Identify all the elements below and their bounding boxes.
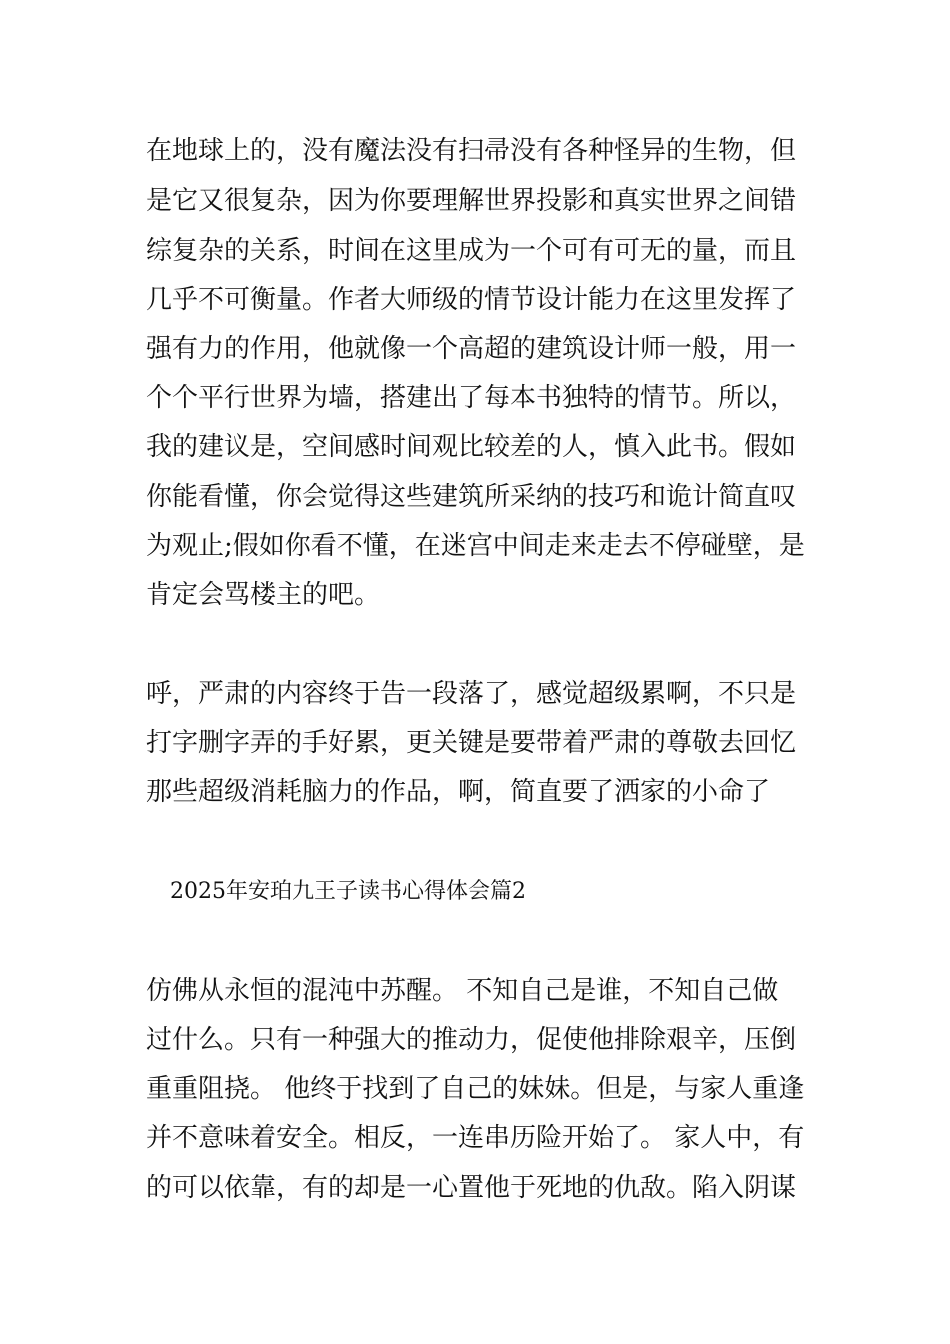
paragraph-line: 肯定会骂楼主的吧。 <box>146 580 381 610</box>
paragraph-line: 是它又很复杂，因为你要理解世界投影和真实世界之间错 <box>146 186 797 216</box>
paragraph-line: 你能看懂，你会觉得这些建筑所采纳的技巧和诡计简直叹 <box>146 482 797 512</box>
paragraph-line: 过什么。只有一种强大的推动力，促使他排除艰辛，压倒 <box>146 1025 797 1055</box>
paragraph-line: 那些超级消耗脑力的作品，啊，简直要了洒家的小命了 <box>146 777 771 807</box>
paragraph-line: 综复杂的关系，时间在这里成为一个可有可无的量，而且 <box>146 236 797 266</box>
paragraph-line: 在地球上的，没有魔法没有扫帚没有各种怪异的生物，但 <box>146 136 797 166</box>
paragraph-line: 重重阻挠。 他终于找到了自己的妹妹。但是，与家人重逢 <box>146 1074 805 1104</box>
paragraph-line: 为观止;假如你看不懂，在迷宫中间走来走去不停碰壁，是 <box>146 531 805 561</box>
paragraph-line: 我的建议是，空间感时间观比较差的人，慎入此书。假如 <box>146 432 797 462</box>
paragraph-line: 几乎不可衡量。作者大师级的情节设计能力在这里发挥了 <box>146 285 797 315</box>
paragraph-line: 打字删字弄的手好累，更关键是要带着严肃的尊敬去回忆 <box>146 728 797 758</box>
paragraph-line: 强有力的作用，他就像一个高超的建筑设计师一般，用一 <box>146 334 797 364</box>
paragraph-line: 并不意味着安全。相反，一连串历险开始了。 家人中，有 <box>146 1123 805 1153</box>
paragraph-line: 呼，严肃的内容终于告一段落了，感觉超级累啊，不只是 <box>146 679 797 709</box>
paragraph-line: 仿佛从永恒的混沌中苏醒。 不知自己是谁，不知自己做 <box>146 976 779 1006</box>
section-heading: 2025年安珀九王子读书心得体会篇2 <box>170 879 526 904</box>
paragraph-line: 的可以依靠，有的却是一心置他于死地的仇敌。陷入阴谋 <box>146 1173 797 1203</box>
paragraph-line: 个个平行世界为墙，搭建出了每本书独特的情节。所以， <box>146 383 797 413</box>
